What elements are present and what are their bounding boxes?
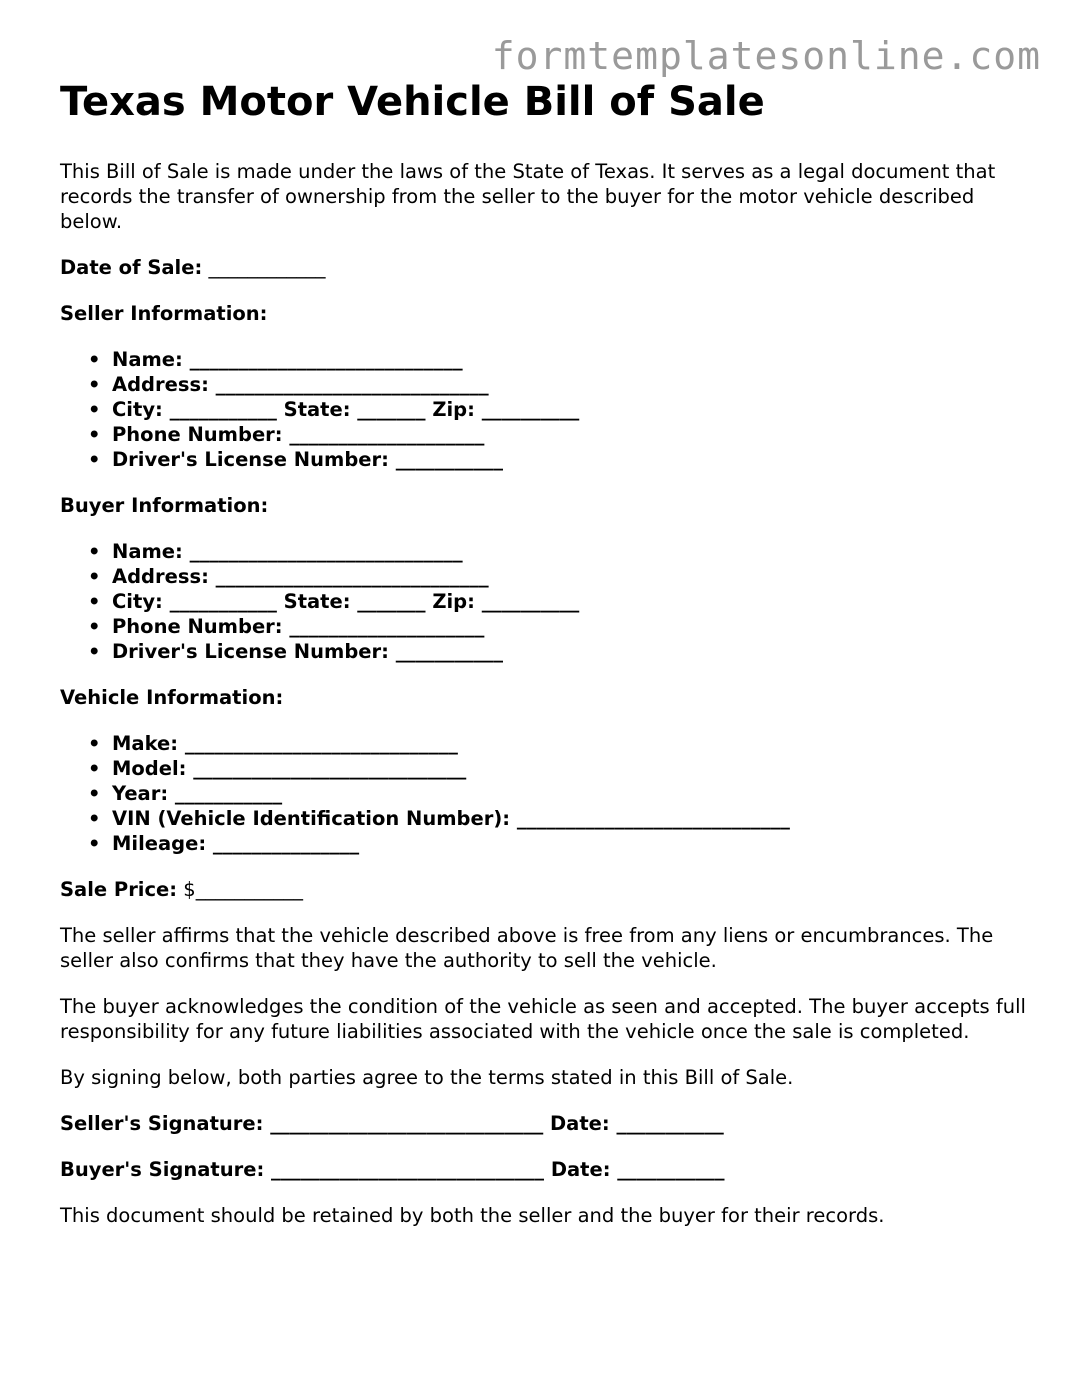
- sale-price-label: Sale Price:: [60, 878, 178, 901]
- vehicle-make-field[interactable]: • Make: ____________________________: [112, 731, 1040, 756]
- agreement-statement: By signing below, both parties agree to the terms stated in this Bill of Sale.: [60, 1066, 794, 1089]
- document-page: [60, 76, 1040, 1228]
- buyer-address-field[interactable]: • Address: ____________________________: [112, 564, 1040, 589]
- seller-name-field[interactable]: • Name: ____________________________: [112, 347, 1040, 372]
- date-of-sale: [60, 255, 1040, 280]
- seller-list: [60, 347, 1040, 472]
- sale-price-blank[interactable]: $___________: [183, 878, 303, 901]
- seller-signature-line[interactable]: Seller's Signature: ____________________________ Date: ___________: [60, 1112, 724, 1135]
- vehicle-list: [60, 731, 1040, 856]
- vehicle-model-field[interactable]: • Model: ____________________________: [112, 756, 1040, 781]
- sale-price: [60, 877, 1040, 902]
- buyer-list: [60, 539, 1040, 664]
- vehicle-vin-field[interactable]: • VIN (Vehicle Identification Number): ____________________________: [112, 806, 1040, 831]
- date-of-sale-label: Date of Sale:: [60, 256, 203, 279]
- vehicle-heading: Vehicle Information:: [60, 686, 284, 709]
- vehicle-year-field[interactable]: • Year: ___________: [112, 781, 1040, 806]
- watermark: formtemplatesonline.com: [491, 34, 1041, 78]
- date-of-sale-blank[interactable]: ____________: [208, 256, 326, 279]
- document-title: Texas Motor Vehicle Bill of Sale: [60, 79, 765, 125]
- seller-city-state-zip-field[interactable]: • City: ___________ State: _______ Zip: __________: [112, 397, 1040, 422]
- buyer-name-field[interactable]: • Name: ____________________________: [112, 539, 1040, 564]
- buyer-acknowledgement: The buyer acknowledges the condition of the vehicle as seen and accepted. The buyer accepts full responsibility for any future liabilities associated with the vehicle once the sale is completed.: [60, 995, 1026, 1043]
- seller-license-field[interactable]: • Driver's License Number: ___________: [112, 447, 1040, 472]
- vehicle-mileage-field[interactable]: • Mileage: _______________: [112, 831, 1040, 856]
- buyer-phone-field[interactable]: • Phone Number: ____________________: [112, 614, 1040, 639]
- seller-heading: Seller Information:: [60, 302, 268, 325]
- buyer-license-field[interactable]: • Driver's License Number: ___________: [112, 639, 1040, 664]
- buyer-city-state-zip-field[interactable]: • City: ___________ State: _______ Zip: __________: [112, 589, 1040, 614]
- buyer-signature-line[interactable]: Buyer's Signature: ____________________________ Date: ___________: [60, 1158, 725, 1181]
- retention-note: This document should be retained by both the seller and the buyer for their records.: [60, 1204, 885, 1227]
- intro-paragraph: This Bill of Sale is made under the laws of the State of Texas. It serves as a legal document that records the transfer of ownership from the seller to the buyer for the motor vehicle described below.: [60, 160, 996, 233]
- seller-affirmation: The seller affirms that the vehicle described above is free from any liens or encumbrances. The seller also confirms that they have the authority to sell the vehicle.: [60, 924, 994, 972]
- seller-address-field[interactable]: • Address: ____________________________: [112, 372, 1040, 397]
- seller-phone-field[interactable]: • Phone Number: ____________________: [112, 422, 1040, 447]
- buyer-heading: Buyer Information:: [60, 494, 269, 517]
